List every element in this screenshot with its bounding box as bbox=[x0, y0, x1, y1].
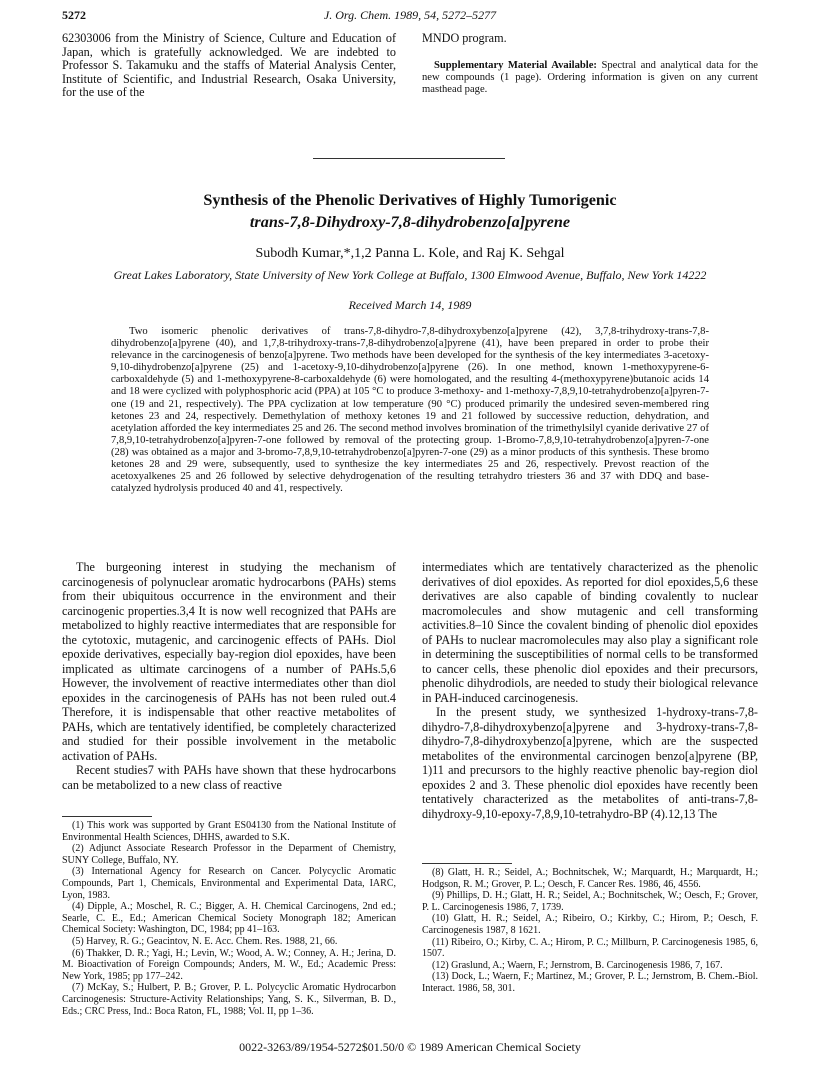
footnotes-left bbox=[62, 820, 396, 1017]
footnote: (1) This work was supported by Grant ES04130 from the National Institute of Environmental Health Sciences, DHHS, awarded to S.K. bbox=[62, 820, 396, 843]
paragraph: The burgeoning interest in studying the mechanism of carcinogenesis of polynuclear aromatic hydrocarbons (PAHs) stems from their ubiquitous occurrence in the environment and their carcinogenic properties.3,4 It is now well recognized that PAHs are metabolized to highly reactive intermediates that are responsible for the cytotoxic, mutagenic, and carcinogenic effects of PAHs. Diol epoxide derivatives, especially bay-region diol epoxides, have been implicated as ultimate carcinogens of a number of PAHs.5,6 However, the involvement of reactive intermediates other than diol epoxides in the carcinogenesis of PAHs has not been ruled out.4 Therefore, it is indispensable that other reactive metabolites of PAHs, which are tentatively identified, be completely characterized and studied for their possible involvement in the metabolic activation of PAHs. bbox=[62, 560, 396, 763]
footnotes-right bbox=[422, 867, 758, 995]
paragraph: intermediates which are tentatively characterized as the phenolic derivatives of diol epoxides. As reported for diol epoxides,5,6 these derivatives are also capable of binding covalently to nuclear macromolecules and show mutagenic and cell transforming activities.8–10 Since the covalent binding of phenolic diol epoxides of PAHs to nuclear macromolecules may also play a significant role in determining the susceptibilities of normal cells to be transformed to cancer cells, these phenolic diol epoxides and their precursors, phenolic dihydrodiols, are needed to study their biological relevance in PAH-induced carcinogenesis. bbox=[422, 560, 758, 705]
footnote: (9) Phillips, D. H.; Glatt, H. R.; Seidel, A.; Bochnitschek, W.; Oesch, F.; Grover, P. L. Carcinogenesis 1986, 7, 1739. bbox=[422, 890, 758, 913]
footnote-rule-left bbox=[62, 816, 152, 817]
footnote: (4) Dipple, A.; Moschel, R. C.; Bigger, A. H. Chemical Carcinogens, 2nd ed.; Searle, C. E., Ed.; American Chemical Society Monograph 182; American Chemical Society: Washington, DC, 1984; pp 41–163. bbox=[62, 901, 396, 936]
footnote: (13) Dock, L.; Waern, F.; Martinez, M.; Grover, P. L.; Jernstrom, B. Chem.-Biol. Interact. 1986, 58, 301. bbox=[422, 971, 758, 994]
footnote: (11) Ribeiro, O.; Kirby, C. A.; Hirom, P. C.; Millburn, P. Carcinogenesis 1985, 6, 1507. bbox=[422, 936, 758, 960]
footnote: (3) International Agency for Research on Cancer. Polycyclic Aromatic Compounds, Part 1, Chemicals, Environmental and Experimental Data, IARC, Lyon, 1983. bbox=[62, 866, 396, 901]
abstract: Two isomeric phenolic derivatives of trans-7,8-dihydro-7,8-dihydroxybenzo[a]pyrene (42), 3,7,8-trihydroxy-trans-7,8-dihydrobenzo[a]pyrene (40), and 1,7,8-trihydroxy-trans-7,8-dihydrobenzo[a]pyrene (41), have been prepared in order to probe their relevance in the carcinogenesis of benzo[a]pyrene. Two methods have been developed for the synthesis of the key intermediates 3-acetoxy-9,10-dihydrobenzo[a]pyrene (25) and 1-acetoxy-9,10-dihydrobenzo[a]pyrene (26). In one method, known 1-methoxypyrene-6-carboxaldehyde (5) and 1-methoxypyrene-8-carboxaldehyde (6) were homologated, and the resulting 4-(methoxypyrene)butanoic acids 14 and 18 were cyclized with polyphosphoric acid (PPA) at 105 °C to produce 3-methoxy- and 1-methoxy-7,8,9,10-tetrahydrobenzo[a]pyren-7-one (19 and 21, respectively). The PPA cyclization at low temperature (90 °C) produced primarily the undesired seven-membered ring ketones 23 and 24, respectively. Demethylation of methoxy ketones 19 and 21 followed by successive reduction, dehydration, and acetylation afforded the key intermediates 25 and 26. The second method involves bromination of the trimethylsilyl cyanide derivative 27 of 7,8,9,10-tetrahydrobenzo[a]pyren-7-one followed by removal of the protecting group. 1-Bromo-7,8,9,10-tetrahydrobenzo[a]pyren-7-one (28) was obtained as a major and 3-bromo-7,8,9,10-tetrahydrobenzo[a]pyren-7-one (29) as a minor products of this synthesis. These bromo ketones 28 and 29 were, subsequently, used to synthesize the key intermediates 25 and 26, respectively. Prevost reaction of the acetoxyalkenes 25 and 26 followed by selective dehydrogenation of the resulting tetrahydro triesters 36 and 37 with DDQ and base-catalyzed hydrolysis produced 40 and 41, respectively. bbox=[111, 326, 709, 495]
running-header bbox=[62, 8, 758, 24]
section-divider bbox=[313, 158, 505, 159]
body-right-column bbox=[422, 560, 758, 821]
paragraph: In the present study, we synthesized 1-hydroxy-trans-7,8-dihydro-7,8-dihydroxybenzo[a]pyrene and 3-hydroxy-trans-7,8-dihydro-7,8-dihydroxybenzo[a]pyrene, which are the suspected metabolites of the environmental carcinogen benzo[a]pyrene (BP, 1)11 and precursors to the highly reactive phenolic bay-region diol epoxides 2 and 3. These phenolic diol epoxides have recently been tentatively characterized as the metabolites of anti-trans-7,8-dihydroxy-9,10-epoxy-7,8,9,10-tetrahydro-BP (4).12,13 The bbox=[422, 705, 758, 821]
supplementary-label: Supplementary Material Available: bbox=[434, 59, 597, 71]
title-line-1: Synthesis of the Phenolic Derivatives of Highly Tumorigenic bbox=[203, 191, 617, 209]
author-list: Subodh Kumar,*,1,2 Panna L. Kole, and Raj K. Sehgal bbox=[255, 246, 565, 261]
footnote: (6) Thakker, D. R.; Yagi, H.; Levin, W.; Wood, A. W.; Conney, A. H.; Jerina, D. M. Bioactivation of Foreign Compounds; Anders, M. W., Ed.; Academic Press: New York, 1985; pp 177–242. bbox=[62, 947, 396, 982]
affiliation: Great Lakes Laboratory, State University of New York College at Buffalo, 1300 Elmwood Avenue, Buffalo, New York 14222 bbox=[113, 268, 707, 282]
previous-article-right-text: MNDO program. bbox=[422, 31, 507, 45]
title-line-2: trans-7,8-Dihydroxy-7,8-dihydrobenzo[a]pyrene bbox=[249, 213, 571, 231]
footnote: (8) Glatt, H. R.; Seidel, A.; Bochnitschek, W.; Marquardt, H.; Marquardt, H.; Hodgson, R. M.; Grover, P. L.; Oesch, F. Cancer Res. 1986, 46, 4556. bbox=[422, 867, 758, 890]
supplementary-text: Spectral and analytical data for the new compounds (1 page). Ordering information is given on any current masthead page. bbox=[422, 59, 758, 95]
footnote: (5) Harvey, R. G.; Geacintov, N. E. Acc. Chem. Res. 1988, 21, 66. bbox=[72, 935, 338, 947]
journal-citation: J. Org. Chem. 1989, 54, 5272–5277 bbox=[323, 8, 497, 22]
footnote-rule-right bbox=[422, 863, 512, 864]
received-date: Received March 14, 1989 bbox=[348, 298, 472, 312]
page-number: 5272 bbox=[62, 8, 86, 22]
footnote: (12) Graslund, A.; Waern, F.; Jernstrom, B. Carcinogenesis 1986, 7, 167. bbox=[432, 959, 723, 971]
body-left-column bbox=[62, 560, 396, 792]
previous-article-right bbox=[422, 32, 758, 96]
supplementary-material bbox=[422, 60, 758, 97]
footnote: (10) Glatt, H. R.; Seidel, A.; Ribeiro, O.; Kirkby, C.; Hirom, P.; Oesch, F. Carcinogenesis 1987, 8 1621. bbox=[422, 913, 758, 936]
previous-article-left-text: 62303006 from the Ministry of Science, Culture and Education of Japan, which is gratefully acknowledged. We are indebted to Professor S. Takamuku and the staffs of Material Analysis Center, Institute of Scientific, and Industrial Research, Osaka University, for the use of the bbox=[62, 31, 396, 100]
paragraph: Recent studies7 with PAHs have shown that these hydrocarbons can be metabolized to a new class of reactive bbox=[62, 763, 396, 792]
copyright-footer: 0022-3263/89/1954-5272$01.50/0 © 1989 American Chemical Society bbox=[239, 1040, 581, 1054]
footnote: (2) Adjunct Associate Research Professor in the Deparment of Chemistry, SUNY College, Buffalo, NY. bbox=[62, 843, 396, 866]
footnote: (7) McKay, S.; Hulbert, P. B.; Grover, P. L. Polycyclic Aromatic Hydrocarbon Carcinogenesis: Structure-Activity Relationships; Yang, S. K., Silverman, B. D., Eds.; CRC Press, Ind.: Boca Raton, FL, 1988; Vol. II, pp 1–36. bbox=[62, 982, 396, 1017]
article-title bbox=[60, 189, 760, 233]
